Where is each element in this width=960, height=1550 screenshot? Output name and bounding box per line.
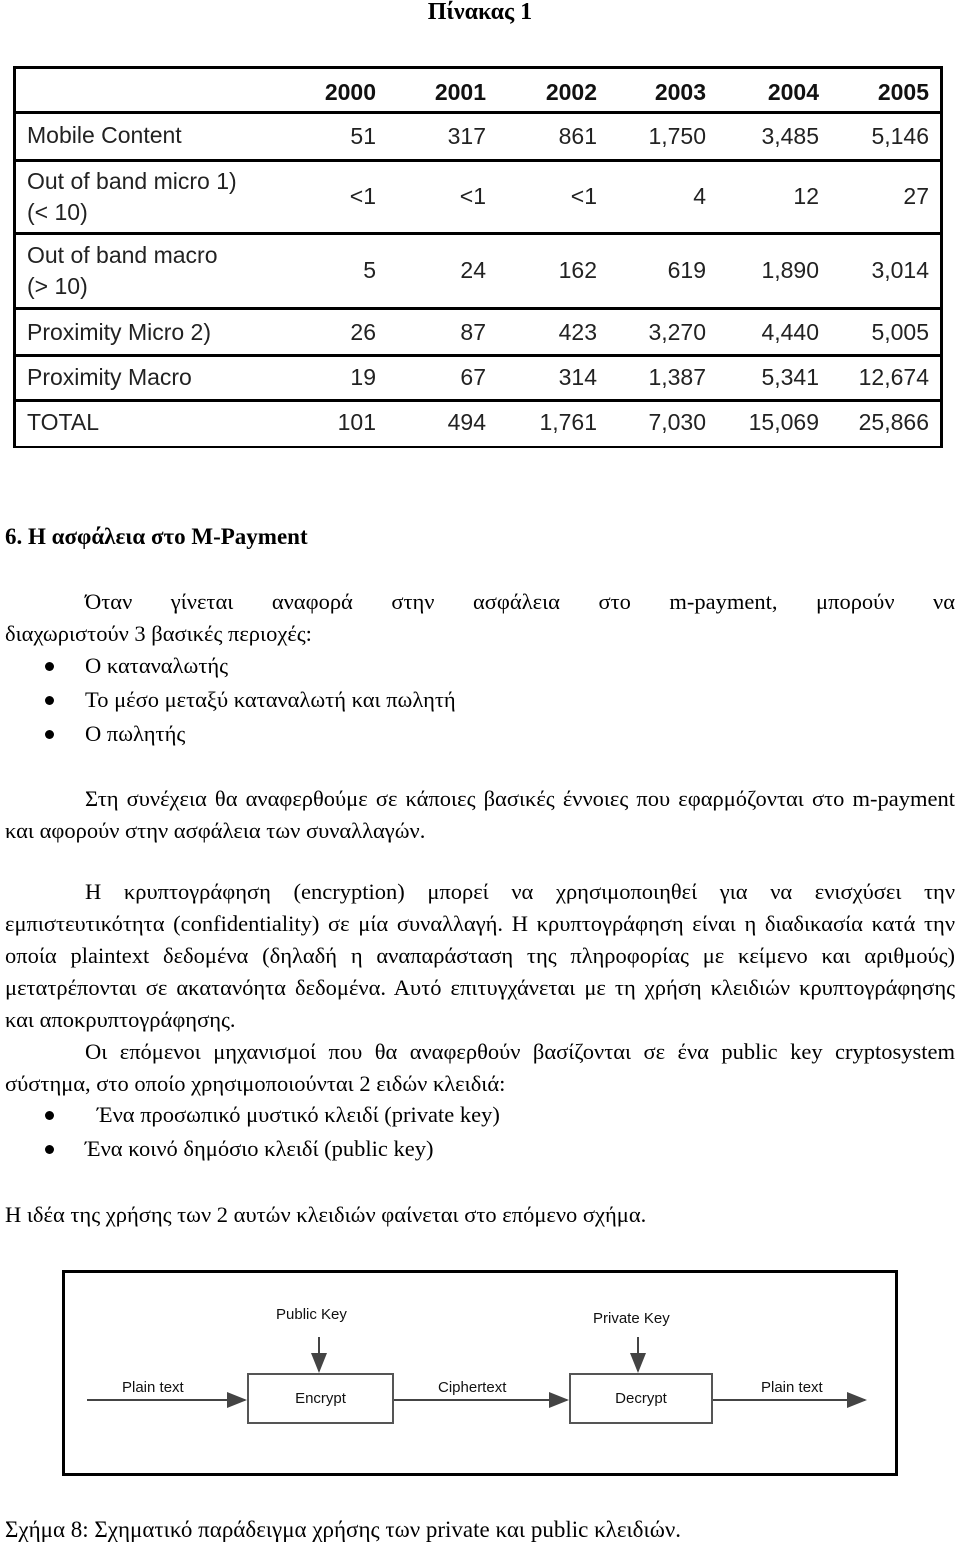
table-cell: 15,069	[748, 409, 819, 435]
mechanisms-paragraph: Οι επόμενοι μηχανισμοί που θα αναφερθούν βασίζονται σε ένα public key cryptosystem σύστημα, στο οποίο χρησιμοποιούνται 2 ειδών κλειδιά:	[5, 1039, 955, 1096]
table-row	[16, 399, 940, 447]
row-label: TOTAL	[27, 409, 99, 435]
intro-paragraph-line1	[5, 586, 955, 618]
row-label: Out of band macro	[27, 242, 218, 268]
encryption-diagram	[62, 1270, 898, 1476]
private-key-label: Private Key	[593, 1310, 670, 1327]
table-cell: 19	[350, 364, 376, 390]
idea-paragraph: Η ιδέα της χρήσης των 2 αυτών κλειδιών φαίνεται στο επόμενο σχήμα.	[5, 1202, 647, 1227]
intro-paragraph-line2: διαχωριστούν 3 βασικές περιοχές:	[5, 621, 312, 646]
data-table-body	[16, 69, 940, 446]
keys-list	[0, 1098, 500, 1166]
public-key-label: Public Key	[276, 1306, 347, 1323]
table-row	[16, 232, 940, 307]
table-cell: 3,014	[871, 257, 929, 283]
table-title: Πίνακας 1	[427, 0, 533, 25]
table-row	[16, 307, 940, 354]
row-label: Out of band micro 1)	[27, 168, 237, 194]
year-header: 2000	[324, 79, 376, 105]
table-cell: 51	[350, 123, 376, 149]
row-label: Proximity Macro	[27, 364, 192, 390]
table-cell: 24	[460, 257, 486, 283]
table-cell: 5,341	[761, 364, 819, 390]
decrypt-box: Decrypt	[569, 1373, 713, 1424]
row-label: Mobile Content	[27, 122, 182, 148]
section-heading: 6. Η ασφάλεια στο M-Payment	[5, 524, 308, 549]
list-item: Το μέσο μεταξύ καταναλωτή και πωλητή	[0, 683, 456, 717]
table-cell: 101	[337, 409, 376, 435]
bullet-icon	[45, 662, 54, 671]
table-header-row	[16, 69, 940, 111]
table-cell: 1,890	[761, 257, 819, 283]
table-cell: 12	[793, 183, 819, 209]
bullet-icon	[45, 730, 54, 739]
data-table	[13, 66, 943, 448]
row-label: (> 10)	[27, 273, 88, 299]
encryption-paragraph: Η κρυπτογράφηση (encryption) μπορεί να χρησιμοποιηθεί για να ενισχύσει την εμπιστευτικότητα (confidentiality) σε μία συναλλαγή. Η κρυπτογράφηση είναι η διαδικασία κατά την οποία plaintext δεδομένα (δηλαδή η αναπαράσταση της πληροφορίας με κείμενο και αριθμούς) μετατρέπονται σε ακατανόητα δεδομένα. Αυτό επιτυγχάνεται με τη χρήση κλειδιών κρυπτογράφησης και αποκρυπτογράφησης.	[5, 879, 955, 1032]
year-header: 2005	[877, 79, 929, 105]
table-cell: 26	[350, 319, 376, 345]
year-header: 2002	[545, 79, 597, 105]
year-header: 2004	[767, 79, 819, 105]
table-cell: 5	[363, 257, 376, 283]
year-header: 2001	[434, 79, 486, 105]
table-cell: 3,485	[761, 123, 819, 149]
table-cell: 162	[558, 257, 597, 283]
year-header: 2003	[654, 79, 706, 105]
table-row	[16, 354, 940, 399]
bullet-icon	[45, 1145, 54, 1154]
row-label: (< 10)	[27, 199, 88, 225]
table-cell: 67	[460, 364, 486, 390]
table-cell: <1	[349, 183, 376, 209]
table-cell: 5,005	[871, 319, 929, 345]
bullet-icon	[45, 1111, 54, 1120]
table-cell: 423	[558, 319, 597, 345]
row-label: Proximity Micro 2)	[27, 319, 212, 345]
table-cell: 4,440	[761, 319, 819, 345]
table-cell: 494	[447, 409, 486, 435]
intro-text: Όταν γίνεται αναφορά στην ασφάλεια στο m-payment, μπορούν να	[85, 589, 955, 614]
list-item: Ο πωλητής	[0, 717, 456, 751]
table-cell: 4	[693, 183, 706, 209]
table-cell: 861	[558, 123, 597, 149]
table-cell: 27	[903, 183, 929, 209]
table-cell: 1,761	[539, 409, 597, 435]
list-item: Ο καταναλωτής	[0, 649, 456, 683]
table-cell: 314	[558, 364, 597, 390]
table-cell: <1	[459, 183, 486, 209]
ciphertext-label: Ciphertext	[438, 1379, 507, 1396]
plaintext-in-label: Plain text	[122, 1379, 184, 1396]
table-cell: 3,270	[648, 319, 706, 345]
diagram-arrows	[65, 1273, 895, 1473]
table-cell: 1,750	[648, 123, 706, 149]
table-cell: 25,866	[858, 409, 929, 435]
bullet-icon	[45, 696, 54, 705]
figure-caption: Σχήμα 8: Σχηματικό παράδειγμα χρήσης των private και public κλειδιών.	[5, 1517, 681, 1542]
concepts-paragraph: Στη συνέχεια θα αναφερθούμε σε κάποιες βασικές έννοιες που εφαρμόζονται στο m-payment και αφορούν στην ασφάλεια των συναλλαγών.	[5, 786, 955, 843]
table-row	[16, 159, 940, 232]
table-cell: 12,674	[858, 364, 929, 390]
table-cell: 87	[460, 319, 486, 345]
plaintext-out-label: Plain text	[761, 1379, 823, 1396]
table-cell: 5,146	[871, 123, 929, 149]
table-cell: 619	[667, 257, 706, 283]
list-item: Ένα προσωπικό μυστικό κλειδί (private key)	[0, 1098, 500, 1132]
areas-list	[0, 649, 456, 751]
table-cell: 317	[447, 123, 486, 149]
table-row	[16, 111, 940, 159]
table-cell: 7,030	[648, 409, 706, 435]
encrypt-box: Encrypt	[247, 1373, 394, 1424]
list-item: Ένα κοινό δημόσιο κλειδί (public key)	[0, 1132, 500, 1166]
table-cell: <1	[570, 183, 597, 209]
table-cell: 1,387	[648, 364, 706, 390]
